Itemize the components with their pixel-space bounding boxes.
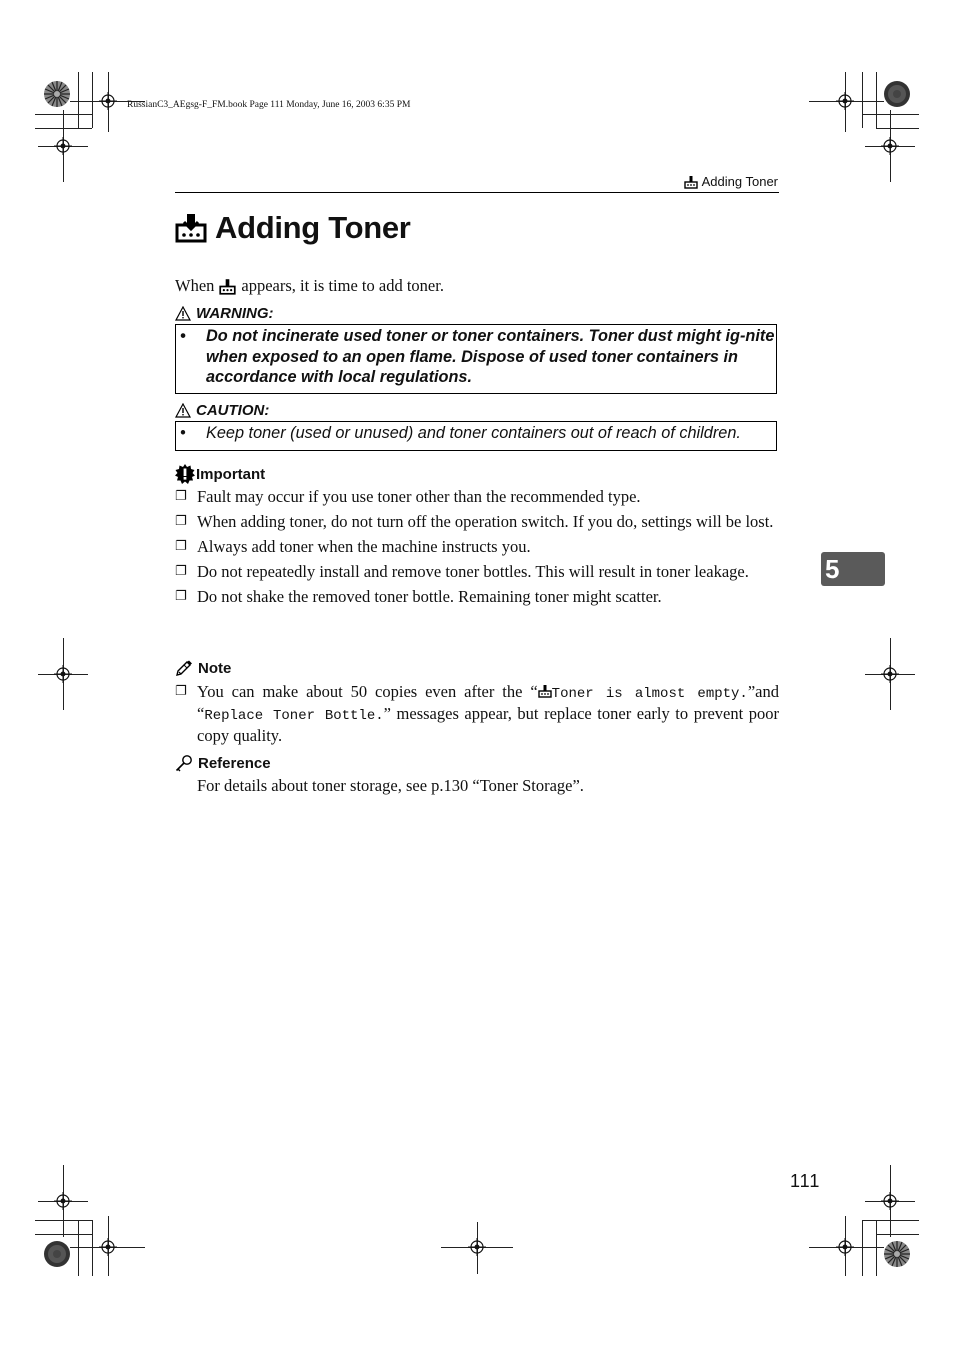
reference-label: [175, 754, 271, 772]
warning-box: [175, 324, 777, 394]
intro-text-2: appears, it is time to add toner.: [241, 276, 444, 295]
warning-item: • Do not incinerate used toner or toner containers. Toner dust might ig-nite when exposed to an open flame. Dispose of used toner containers in accordance with local regulations.: [180, 327, 775, 386]
list-item: ❐ When adding toner, do not turn off the operation switch. If you do, settings will be lost.: [175, 512, 774, 531]
header-rule: [175, 192, 779, 193]
page-title-text: Adding Toner: [215, 210, 411, 245]
important-label: [175, 464, 265, 484]
warning-triangle-icon: [175, 306, 191, 321]
list-item: ❐ Do not shake the removed toner bottle. Remaining toner might scatter.: [175, 587, 662, 606]
color-wheel-icon: [43, 80, 71, 108]
toner-icon: [219, 278, 236, 295]
registration-mark-icon: [836, 92, 854, 110]
warning-label-text: WARNING:: [196, 305, 274, 322]
registration-mark-icon: [881, 137, 899, 155]
important-label-text: Important: [196, 465, 266, 483]
registration-mark-icon: [99, 92, 117, 110]
registration-mark-icon: [836, 1238, 854, 1256]
registration-mark-icon: [54, 665, 72, 683]
intro-paragraph: [175, 276, 444, 296]
toner-icon: [684, 175, 698, 189]
reference-label-text: Reference: [198, 754, 271, 772]
list-item: ❐ You can make about 50 copies even after the “ Toner is almost empty.”and “Replace Toner Bottle.” messages appear, but replace toner early to prevent poor copy quality.: [175, 682, 779, 745]
registration-mark-icon: [468, 1238, 486, 1256]
running-head-text: Adding Toner: [701, 174, 778, 189]
message-text: Toner is almost empty.: [551, 686, 748, 702]
warning-item-text: Do not incinerate used toner or toner containers. Toner dust might ig-nite when exposed to an open flame. Dispose of used toner containers in accordance with local regulations.: [206, 327, 775, 386]
note-list: [175, 682, 779, 751]
important-icon: [175, 464, 195, 484]
checkbox-icon: ❐: [175, 589, 187, 604]
reference-key-icon: [175, 754, 193, 772]
registration-mark-icon: [881, 665, 899, 683]
registration-mark-icon: [881, 1192, 899, 1210]
page-number: 111: [790, 1171, 821, 1191]
registration-mark-icon: [54, 137, 72, 155]
toner-icon: [538, 684, 552, 698]
intro-text-1: When: [175, 276, 215, 295]
pencil-icon: [175, 660, 193, 677]
reference-text: For details about toner storage, see p.130 “Toner Storage”.: [197, 776, 584, 795]
chapter-tab: 5: [821, 552, 885, 586]
color-wheel-icon: [883, 80, 911, 108]
page-title: [175, 210, 411, 246]
caution-item-text: Keep toner (used or unused) and toner containers out of reach of children.: [206, 424, 741, 442]
file-info: RussianC3_AEgsg-F_FM.book Page 111 Monday, June 16, 2003 6:35 PM: [127, 100, 411, 110]
list-item: ❐ Always add toner when the machine instructs you.: [175, 537, 531, 556]
list-item: ❐ Fault may occur if you use toner other than the recommended type.: [175, 487, 641, 506]
checkbox-icon: ❐: [175, 514, 187, 529]
toner-icon: [175, 213, 207, 243]
checkbox-icon: ❐: [175, 684, 187, 699]
caution-item: • Keep toner (used or unused) and toner containers out of reach of children.: [180, 424, 741, 442]
important-list: [175, 487, 779, 612]
message-text: Replace Toner Bottle.: [204, 708, 384, 724]
checkbox-icon: ❐: [175, 539, 187, 554]
list-item: ❐ Do not repeatedly install and remove toner bottles. This will result in toner leakage.: [175, 562, 749, 581]
caution-label-text: CAUTION:: [196, 402, 270, 419]
caution-box: [175, 421, 777, 451]
warning-triangle-icon: [175, 403, 191, 418]
checkbox-icon: ❐: [175, 564, 187, 579]
checkbox-icon: ❐: [175, 489, 187, 504]
caution-label: [175, 402, 269, 419]
warning-label: [175, 305, 274, 322]
color-wheel-icon: [43, 1240, 71, 1268]
registration-mark-icon: [99, 1238, 117, 1256]
color-wheel-icon: [883, 1240, 911, 1268]
note-label: [175, 660, 231, 677]
registration-mark-icon: [54, 1192, 72, 1210]
running-head: [684, 174, 778, 189]
note-label-text: Note: [198, 660, 232, 677]
